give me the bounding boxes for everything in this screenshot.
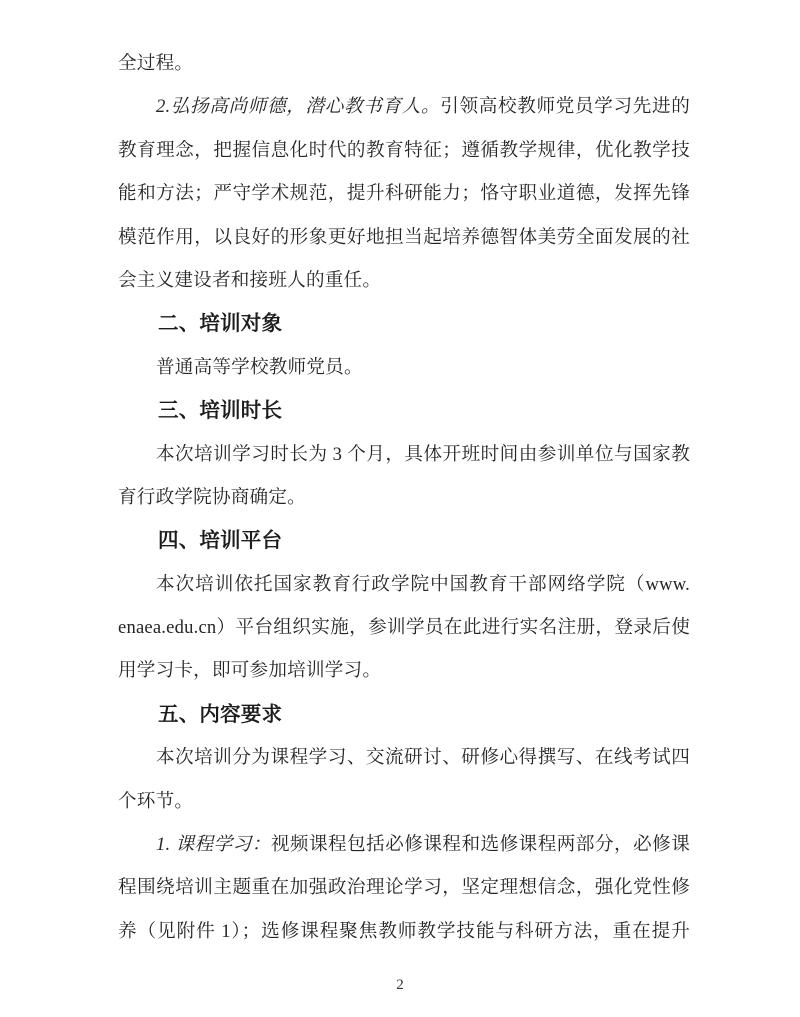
kai-emphasis-text: 2.弘扬高尚师德，潜心教书育人。 [156, 96, 441, 118]
body-text: 视频课程包括必修课程和选修课程两部分，必修课 [270, 834, 690, 856]
body-text: 二、培训对象 [158, 312, 283, 336]
body-text: 四、培训平台 [158, 529, 283, 553]
body-text: 个环节。 [118, 790, 194, 812]
text-line [118, 129, 690, 172]
text-line [118, 780, 690, 823]
text-line [118, 649, 690, 692]
text-line [118, 433, 690, 476]
document-body [118, 42, 690, 953]
body-text: 育行政学院协商确定。 [118, 486, 306, 508]
text-line [118, 736, 690, 779]
text-line [118, 563, 690, 606]
body-text: 五、内容要求 [158, 702, 283, 726]
body-text: 引领高校教师党员学习先进的 [440, 96, 690, 118]
section-heading [118, 302, 690, 345]
section-heading [118, 693, 690, 736]
body-text: 能和方法；严守学术规范，提升科研能力；恪守职业道德，发挥先锋 [118, 183, 690, 205]
kai-emphasis-text: 1. 课程学习： [156, 834, 271, 856]
text-line [118, 85, 690, 128]
body-text: 会主义建设者和接班人的重任。 [118, 269, 382, 291]
body-text: 养（见附件 1）；选修课程聚焦教师教学技能与科研方法，重在提升 [118, 920, 690, 942]
body-text: 教育理念，把握信息化时代的教育特征；遵循教学规律，优化教学技 [118, 139, 690, 161]
text-line [118, 42, 690, 85]
body-text: enaea.edu.cn）平台组织实施，参训学员在此进行实名注册，登录后使 [118, 617, 690, 639]
text-line [118, 910, 690, 953]
page-number: 2 [396, 977, 404, 993]
text-line [118, 606, 690, 649]
text-line [118, 866, 690, 909]
text-line [118, 823, 690, 866]
text-line [118, 216, 690, 259]
text-line [118, 259, 690, 302]
text-line [118, 476, 690, 519]
body-text: 三、培训时长 [158, 399, 283, 423]
body-text: 本次培训依托国家教育行政学院中国教育干部网络学院（www. [156, 573, 690, 595]
body-text: 用学习卡，即可参加培训学习。 [118, 660, 382, 682]
body-text: 程围绕培训主题重在加强政治理论学习，坚定理想信念，强化党性修 [118, 877, 690, 899]
section-heading [118, 389, 690, 432]
text-line [118, 346, 690, 389]
body-text: 本次培训学习时长为 3 个月，具体开班时间由参训单位与国家教 [156, 443, 690, 465]
text-line [118, 172, 690, 215]
body-text: 模范作用，以良好的形象更好地担当起培养德智体美劳全面发展的社 [118, 226, 690, 248]
body-text: 本次培训分为课程学习、交流研讨、研修心得撰写、在线考试四 [156, 747, 690, 769]
body-text: 全过程。 [118, 53, 194, 74]
body-text: 普通高等学校教师党员。 [156, 356, 363, 378]
section-heading [118, 519, 690, 562]
